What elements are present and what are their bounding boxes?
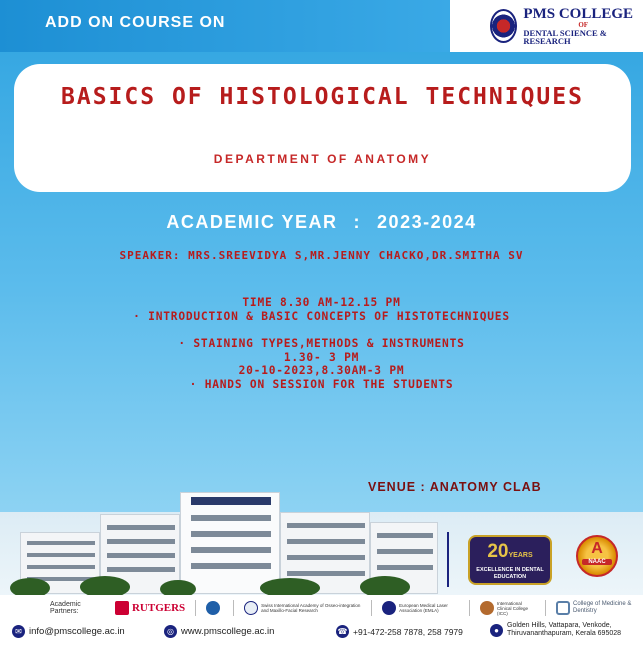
footer-email-text[interactable]: info@pmscollege.ac.in [29, 626, 125, 637]
speaker-line: SPEAKER: MRS.SREEVIDYA S,MR.JENNY CHACKO,DR.SMITHA SV [119, 249, 524, 262]
footer-website-text[interactable]: www.pmscollege.ac.in [181, 626, 275, 637]
schedule-time: TIME 8.30 AM-12.15 PM [242, 296, 401, 309]
footer-phone [336, 625, 463, 638]
naac-badge [576, 535, 618, 577]
partner-academy [206, 601, 223, 615]
contact-footer [0, 621, 643, 645]
years-caption: EXCELLENCE IN DENTAL EDUCATION [476, 567, 544, 580]
partner-international [480, 601, 535, 616]
schedule-topic-1: · INTRODUCTION & BASIC CONCEPTS OF HISTOTECHNIQUES [133, 309, 510, 323]
twenty-years-badge [468, 535, 552, 585]
partner-international-name: International Clinical College (ICC) [497, 600, 529, 616]
college-logo [450, 0, 643, 52]
schedule-topic-2: · STAINING TYPES,METHODS & INSTRUMENTS [178, 337, 465, 350]
partner-medicine-name: College of Medicine & Dentistry [573, 601, 632, 614]
rutgers-shield-icon [115, 601, 129, 615]
header-title: ADD ON COURSE ON [45, 14, 226, 31]
venue: VENUE : ANATOMY CLAB [368, 480, 542, 494]
partner-european [382, 601, 459, 615]
emla-seal-icon [382, 601, 396, 615]
footer-address-line2: Thiruvananthapuram, Kerala 695028 [507, 630, 622, 637]
partner-medicine [556, 601, 633, 615]
partner-rutgers [115, 601, 185, 615]
footer-email[interactable] [12, 625, 125, 638]
department-name: DEPARTMENT OF ANATOMY [213, 152, 432, 166]
location-pin-icon: ● [490, 624, 503, 637]
footer-phone-text: +91-472-258 7878, 258 7979 [353, 626, 463, 637]
partners-label: Academic Partners: [50, 601, 81, 615]
partner-swiss [244, 601, 361, 615]
footer-address-line1: Golden Hills, Vattapara, Venkode, [507, 622, 612, 629]
partner-rutgers-name: RUTGERS [131, 602, 186, 614]
academic-year-value: 2023-2024 [377, 212, 477, 232]
icc-seal-icon [480, 601, 494, 615]
academic-partners [0, 595, 643, 621]
academic-year-label: ACADEMIC YEAR [166, 212, 338, 232]
years-label: YEARS [508, 552, 533, 559]
academic-year-separator: : [353, 212, 362, 232]
college-emblem-icon [490, 9, 517, 43]
logo-name: PMS COLLEGE [523, 5, 634, 22]
naac-grade: A [591, 540, 603, 557]
naac-label: NAAC [582, 559, 612, 565]
logo-subtitle: DENTAL SCIENCE & RESEARCH [523, 27, 607, 46]
phone-icon: ☎ [337, 627, 348, 636]
course-title: BASICS OF HISTOLOGICAL TECHNIQUES [61, 84, 584, 110]
email-icon: ✉ [12, 625, 25, 638]
academic-year [0, 212, 643, 233]
schedule-time-2: 1.30- 3 PM [283, 350, 360, 364]
academy-seal-icon [206, 601, 220, 615]
schedule-topic-3: · HANDS ON SESSION FOR THE STUDENTS [189, 377, 454, 391]
schedule-date: 20-10-2023,8.30AM-3 PM [238, 364, 405, 377]
shield-icon [556, 601, 570, 615]
globe-icon: ◎ [164, 625, 177, 638]
partner-swiss-name: Swiss International Academy of Osseo-integration and Maxillo-Facial Research [261, 603, 361, 613]
footer-website[interactable] [164, 625, 274, 638]
logo-of: OF [578, 20, 589, 29]
years-number: 20 [487, 541, 509, 562]
partner-european-name: European Medical Laser Association (EMLA) [399, 603, 448, 613]
footer-address [490, 622, 621, 638]
title-card [14, 64, 631, 192]
swiss-academy-icon [244, 601, 258, 615]
schedule [0, 296, 643, 391]
